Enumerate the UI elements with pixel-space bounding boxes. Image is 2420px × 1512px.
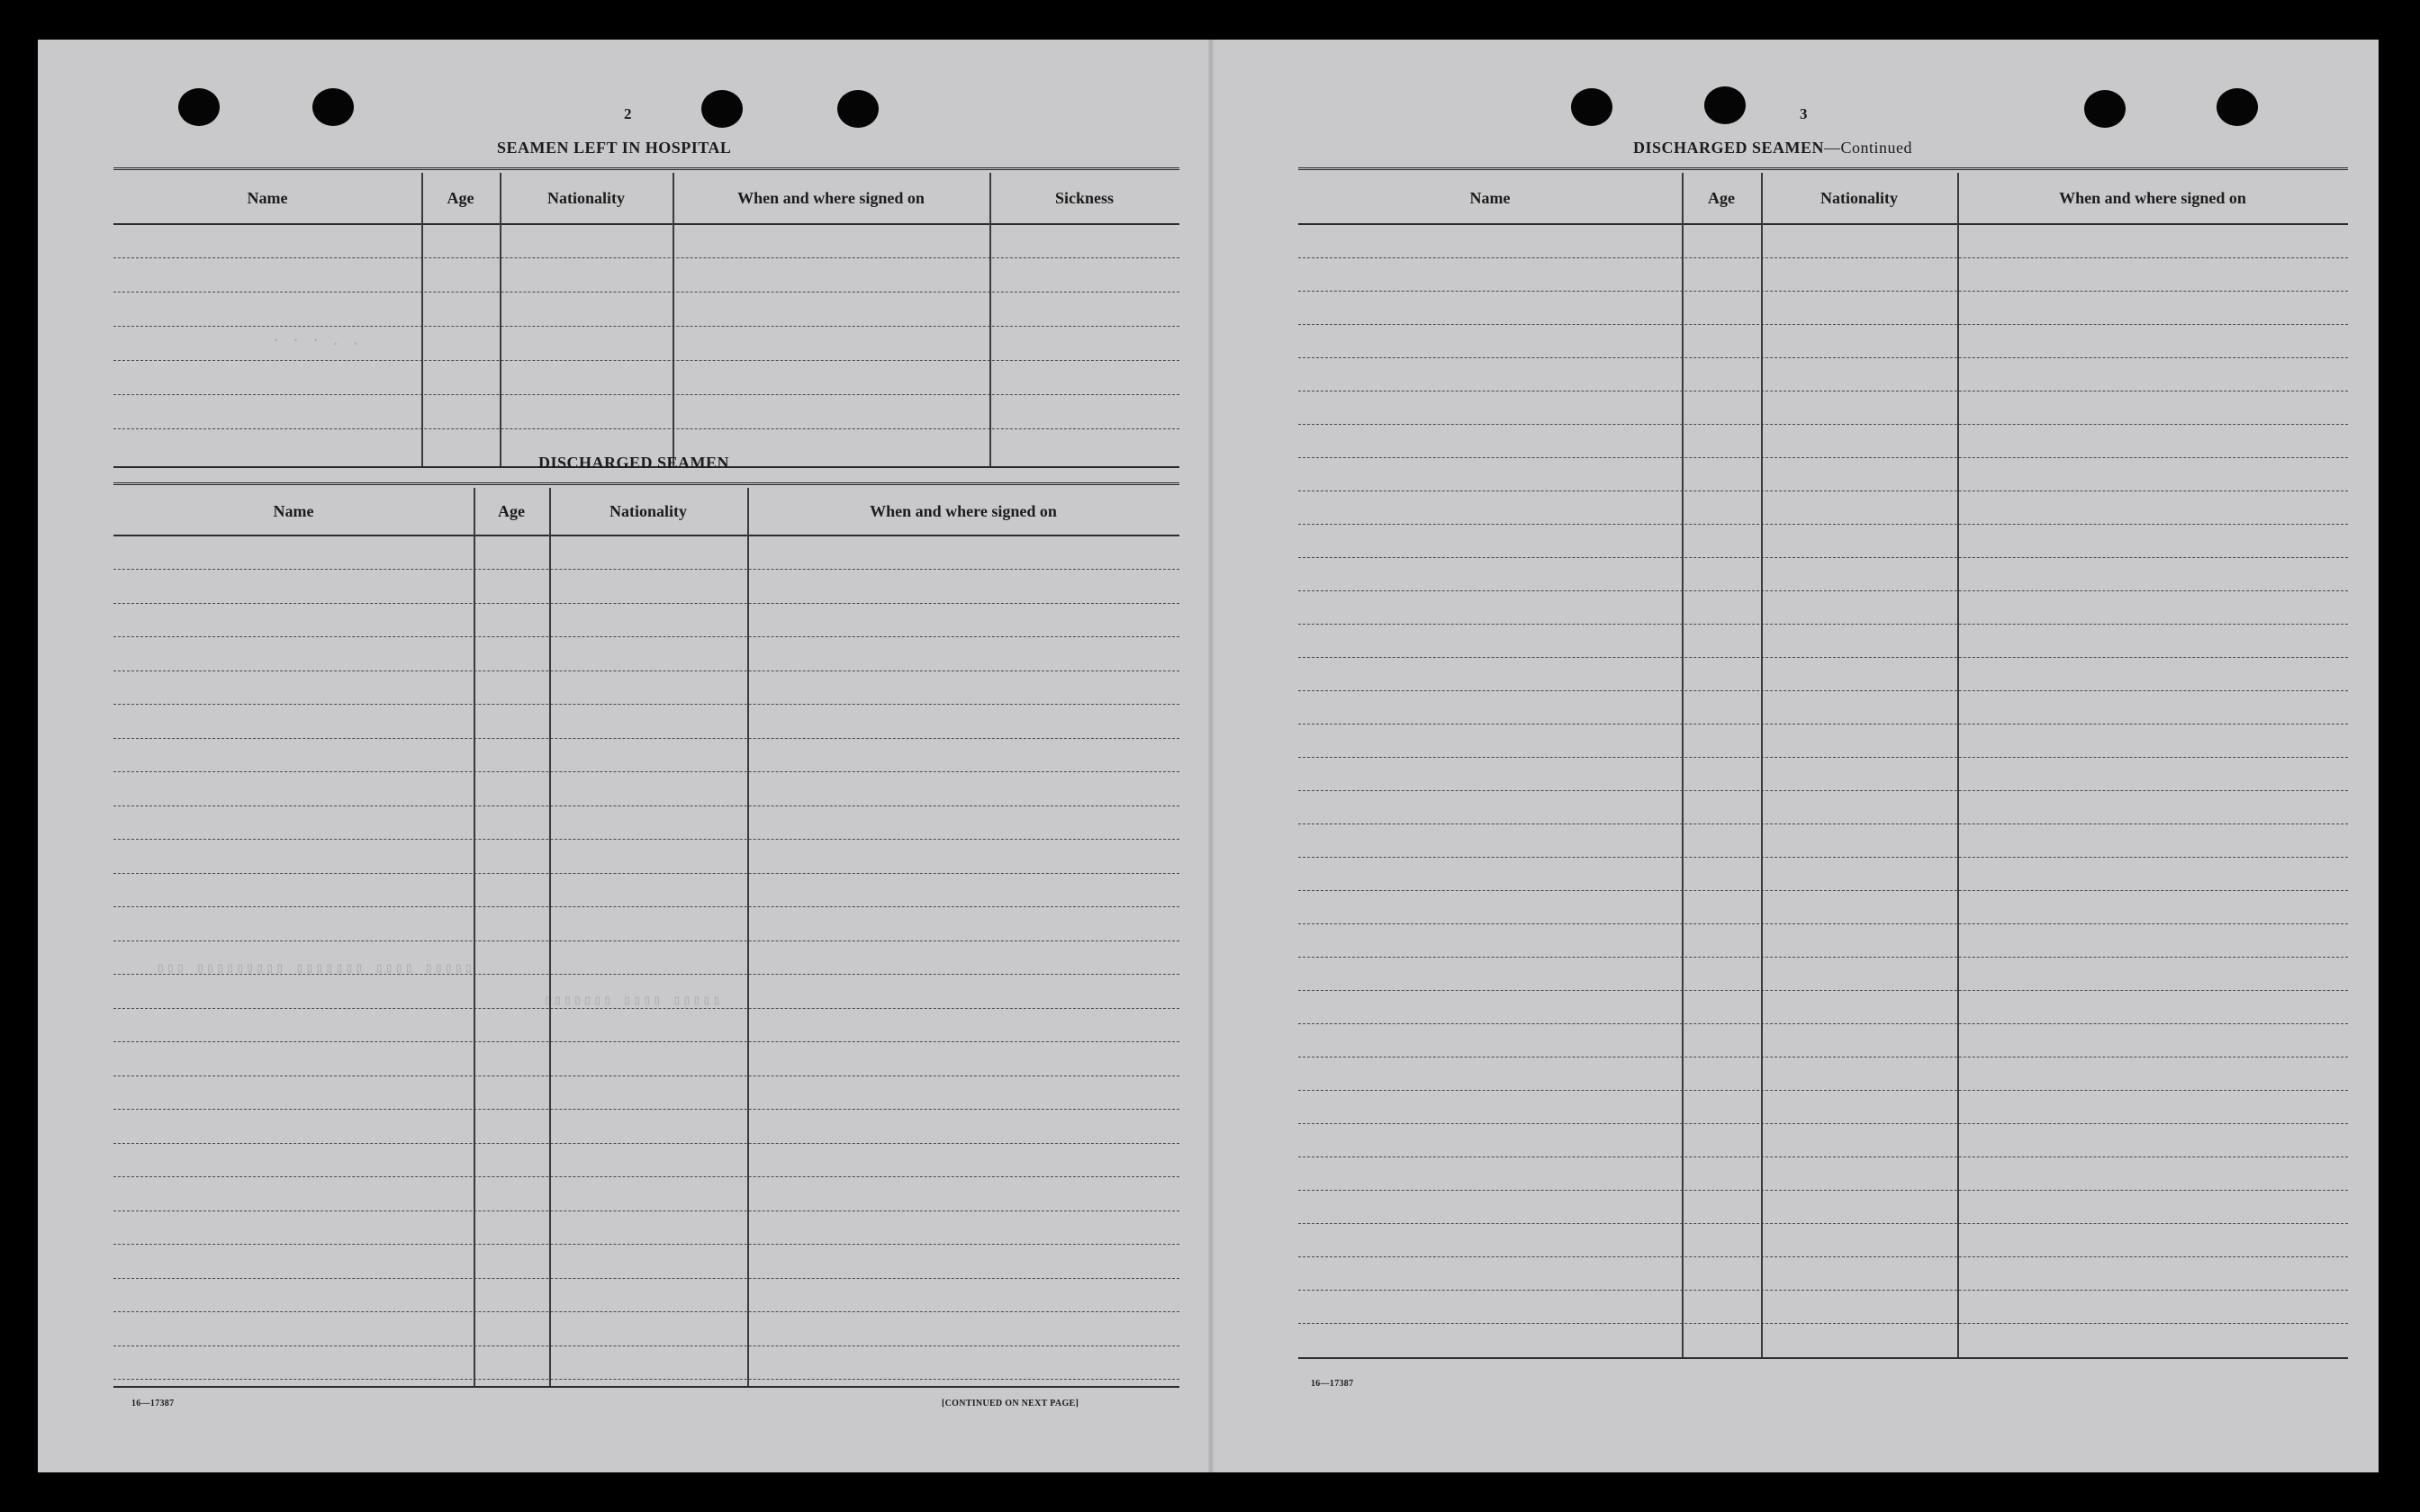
page-fold <box>1208 40 1214 1472</box>
page-number: 3 <box>1800 105 1808 122</box>
table-row <box>113 738 1179 739</box>
table-row <box>1298 790 2348 791</box>
section-title-suffix: —Continued <box>1824 139 1913 157</box>
column-header-nationality: Nationality <box>546 189 625 207</box>
table-row <box>1298 590 2348 591</box>
hospital-section-title: SEAMEN LEFT IN HOSPITAL <box>497 139 732 157</box>
column-header-nationality: Nationality <box>609 502 687 520</box>
column-header-signed-on: When and where signed on <box>2059 189 2246 207</box>
table-row <box>1298 1023 2348 1024</box>
table-row <box>1298 557 2348 558</box>
table-row <box>1298 1290 2348 1291</box>
table-row <box>1298 1156 2348 1157</box>
table-row <box>113 1379 1179 1380</box>
table-row <box>1298 1323 2348 1324</box>
table-row <box>1298 1190 2348 1191</box>
table-row <box>1298 291 2348 292</box>
table-row <box>1298 657 2348 658</box>
discharged-section-title: DISCHARGED SEAMEN <box>538 454 730 472</box>
table-row <box>1298 391 2348 392</box>
section-title-text: DISCHARGED SEAMEN <box>1633 139 1825 157</box>
column-header-age: Age <box>447 189 474 207</box>
table-row <box>1298 923 2348 924</box>
hospital-table <box>113 167 1179 469</box>
table-row <box>1298 1057 2348 1058</box>
table-row <box>113 1176 1179 1177</box>
punch-hole <box>2217 88 2258 126</box>
discharged-continued-table <box>1298 167 2348 1364</box>
column-header-sickness: Sickness <box>1054 189 1115 207</box>
table-row <box>1298 857 2348 858</box>
table-row <box>1298 757 2348 758</box>
punch-hole <box>701 90 743 128</box>
bleed-through: ▯▯▯▯▯ ▯▯▯▯ ▯▯▯▯▯▯▯ <box>542 992 721 1008</box>
column-header-signed-on: When and where signed on <box>870 502 1057 520</box>
table-row <box>113 1311 1179 1312</box>
table-row <box>1298 1090 2348 1091</box>
table-row <box>113 569 1179 570</box>
table-row <box>1298 457 2348 458</box>
table-row <box>1298 490 2348 491</box>
form-number: 16—17387 <box>131 1399 175 1408</box>
table-row <box>1298 324 2348 325</box>
bleed-through: · · · . . <box>272 332 362 348</box>
table-row <box>113 257 1179 258</box>
table-row <box>113 326 1179 327</box>
table-row <box>113 1041 1179 1042</box>
column-header-name: Name <box>247 189 288 207</box>
punch-hole <box>312 88 354 126</box>
table-row <box>1298 624 2348 625</box>
table-row <box>1298 1223 2348 1224</box>
table-row <box>1298 524 2348 525</box>
table-row <box>113 394 1179 395</box>
table-row <box>113 1210 1179 1211</box>
table-row <box>1298 990 2348 991</box>
table-row <box>1298 424 2348 425</box>
discharged-table <box>113 482 1179 1391</box>
table-row <box>113 1278 1179 1279</box>
table-row <box>1298 690 2348 691</box>
table-row <box>1298 1123 2348 1124</box>
form-number: 16—17387 <box>1311 1379 1354 1389</box>
table-row <box>113 636 1179 637</box>
table-row <box>1298 357 2348 358</box>
table-row <box>1298 957 2348 958</box>
table-row <box>113 940 1179 941</box>
table-row <box>1298 257 2348 258</box>
table-row <box>113 603 1179 604</box>
table-row <box>113 906 1179 907</box>
scanned-document <box>38 40 2379 1472</box>
column-header-name: Name <box>1469 189 1511 207</box>
table-row <box>1298 1256 2348 1257</box>
table-row <box>113 670 1179 671</box>
table-row <box>1298 890 2348 891</box>
table-row <box>113 873 1179 874</box>
table-row <box>113 1143 1179 1144</box>
punch-hole <box>1704 86 1746 124</box>
column-header-signed-on: When and where signed on <box>737 189 925 207</box>
page-number: 2 <box>624 105 632 122</box>
column-header-age: Age <box>498 502 525 520</box>
table-row <box>113 1109 1179 1110</box>
table-row <box>113 428 1179 429</box>
punch-hole <box>1571 88 1612 126</box>
table-row <box>113 839 1179 840</box>
column-header-name: Name <box>273 502 314 520</box>
table-row <box>113 360 1179 361</box>
column-header-age: Age <box>1708 189 1735 207</box>
punch-hole <box>2084 90 2126 128</box>
punch-hole <box>178 88 220 126</box>
table-row <box>113 1244 1179 1245</box>
table-row <box>113 771 1179 772</box>
discharged-continued-title <box>1633 139 1912 158</box>
bleed-through: ▯▯▯▯▯ ▯▯▯▯ ▯▯▯▯▯▯▯ ▯▯▯▯▯▯▯▯▯ ▯▯▯ <box>155 959 473 976</box>
continued-note: [CONTINUED ON NEXT PAGE] <box>942 1399 1079 1408</box>
table-row <box>113 704 1179 705</box>
column-header-nationality: Nationality <box>1820 189 1898 207</box>
punch-hole <box>837 90 879 128</box>
